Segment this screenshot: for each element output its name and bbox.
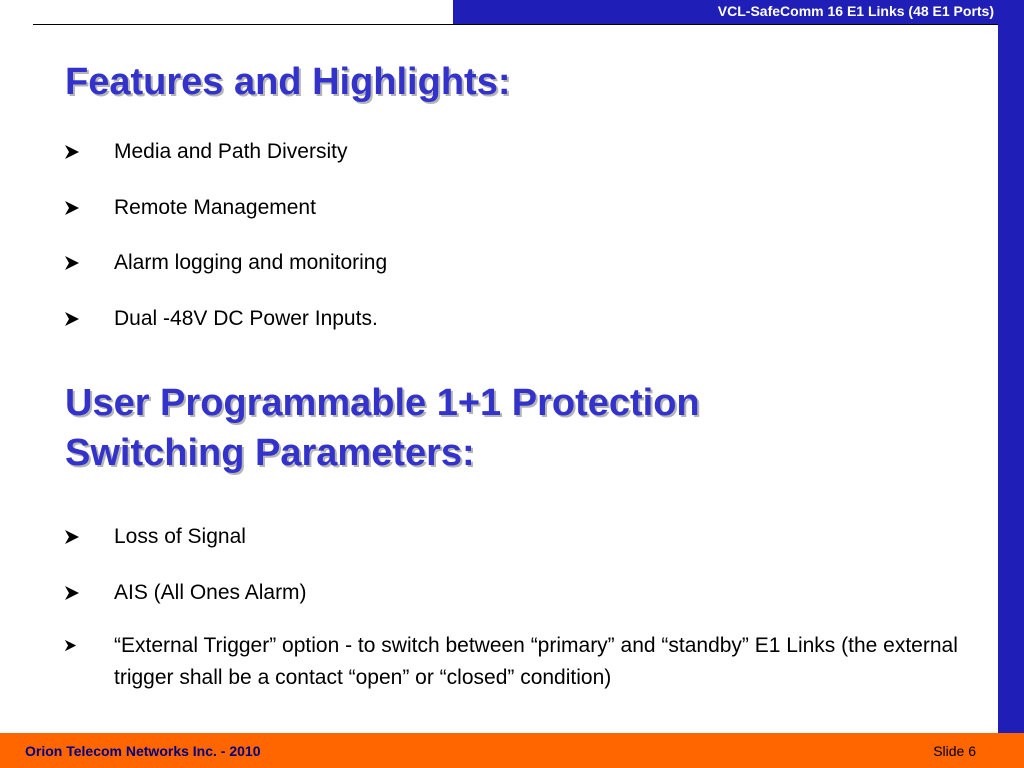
- list-item: [62, 194, 387, 222]
- list-item: [62, 138, 387, 166]
- bullet-text: Media and Path Diversity: [114, 140, 348, 163]
- arrowhead-bullet-icon: [64, 138, 90, 166]
- bullet-text: Remote Management: [114, 195, 316, 219]
- list-item: [62, 523, 994, 551]
- protection-list: [62, 523, 994, 722]
- arrowhead-bullet-icon: [64, 630, 90, 658]
- section-heading-protection: [65, 378, 700, 478]
- list-item: [62, 249, 387, 277]
- arrowhead-bullet-icon: [64, 579, 90, 607]
- bullet-text: Dual -48V DC Power Inputs.: [114, 306, 378, 330]
- list-item: [62, 579, 994, 607]
- arrowhead-bullet-icon: [64, 523, 90, 551]
- arrowhead-bullet-icon: [64, 305, 90, 333]
- list-item: [62, 305, 387, 333]
- arrowhead-bullet-icon: [64, 249, 90, 277]
- header-band: [453, 0, 998, 25]
- bullet-text: Alarm logging and monitoring: [114, 251, 388, 274]
- side-band: [998, 0, 1024, 733]
- arrowhead-bullet-icon: [64, 194, 90, 222]
- footer-bar: [0, 733, 1024, 768]
- bullet-text: Loss of Signal: [114, 525, 246, 548]
- header-title: VCL-SafeComm 16 E1 Links (48 E1 Ports): [717, 3, 994, 19]
- slide-number: Slide 6: [933, 743, 976, 759]
- header-rule: [33, 24, 453, 25]
- heading-line: Switching Parameters:: [65, 432, 475, 474]
- features-list: [62, 138, 387, 360]
- bullet-text: AIS (All Ones Alarm): [114, 580, 307, 604]
- list-item: [62, 630, 994, 694]
- bullet-text: “External Trigger” option - to switch between “primary” and “standby” E1 Links (the external trigger shall be a contact “open” or “closed” condition): [114, 634, 958, 689]
- heading-line: User Programmable 1+1 Protection: [65, 382, 700, 424]
- section-heading-features: Features and Highlights:: [65, 61, 511, 103]
- footer-company: Orion Telecom Networks Inc. - 2010: [25, 743, 261, 759]
